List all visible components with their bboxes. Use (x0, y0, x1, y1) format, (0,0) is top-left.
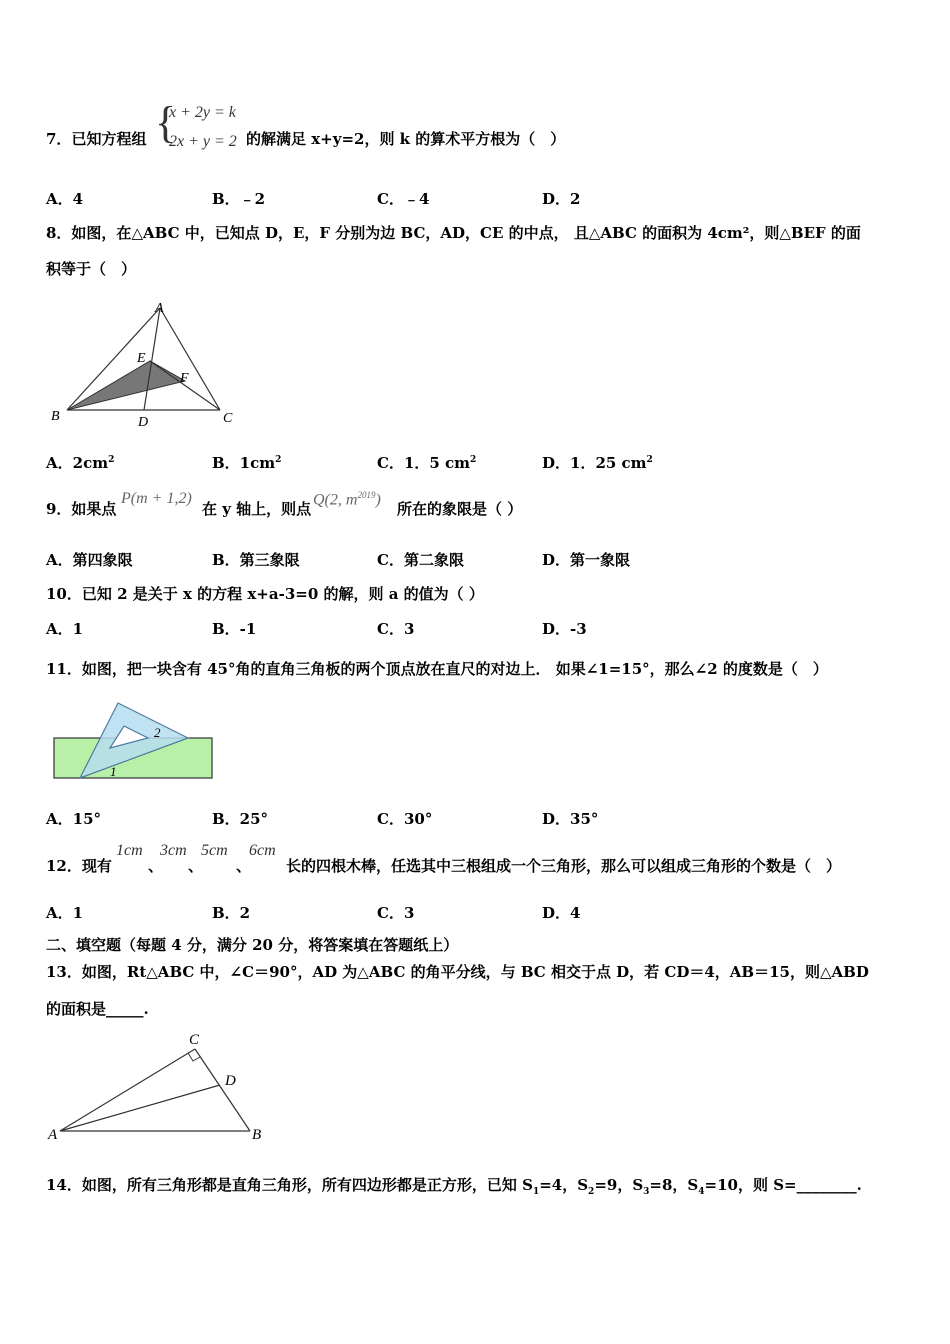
q12-length-3: 5cm (201, 842, 228, 859)
q14-text: 14．如图，所有三角形都是直角三角形，所有四边形都是正方形，已知 $S_1=4$，$S_2=9$，$S_3=8$，$S_4=10$，则 S=________. (46, 1176, 862, 1197)
q8-option-d[interactable]: D．1．25 $cm^2$ (542, 454, 653, 472)
q10-option-a[interactable]: A．1 (46, 620, 84, 638)
q11-ruler-figure (50, 698, 220, 784)
q7-equation-2: 2x + y = 2 (169, 133, 237, 150)
q7-option-a[interactable]: A．4 (46, 190, 84, 208)
q8-option-c[interactable]: C．1．5 $cm^2$ (377, 454, 477, 472)
q8-triangle-figure (48, 298, 238, 432)
q9-point-p: P(m + 1,2) (121, 490, 192, 507)
label-a: A (155, 301, 164, 316)
section-2-heading: 二、填空题（每题 4 分，满分 20 分，将答案填在答题纸上） (46, 936, 459, 954)
q7-text: 的解满足 x+y=2，则 k 的算术平方根为（ ） (246, 130, 566, 148)
q13-triangle-figure (44, 1028, 274, 1146)
q10-option-c[interactable]: C．3 (377, 620, 415, 638)
q12-length-4: 6cm (249, 842, 276, 859)
q7-prefix: 已知方程组 (71, 130, 147, 148)
q12-sep: 、 (236, 857, 252, 875)
q11-text: 11．如图，把一块含有 45°角的直角三角板的两个顶点放在直尺的对边上． 如果∠1=15°，那么∠2 的度数是（ ） (46, 660, 828, 678)
q7-option-d[interactable]: D．2 (542, 190, 581, 208)
q12-option-b[interactable]: B．2 (212, 904, 251, 922)
q7-number: 7．已知方程组 (46, 130, 147, 148)
q10-option-b[interactable]: B．-1 (212, 620, 257, 638)
q9-option-d[interactable]: D．第一象限 (542, 551, 631, 569)
angle-1-label: 1 (110, 764, 117, 779)
q7-option-b[interactable]: B．﹣2 (212, 190, 266, 208)
q9-middle: 在 y 轴上，则点 (202, 500, 312, 518)
q11-option-c[interactable]: C．30° (377, 810, 433, 828)
system-brace: { (155, 98, 177, 147)
label-b: B (252, 1127, 262, 1143)
q12-length-1: 1cm (116, 842, 143, 859)
q8-option-b[interactable]: B．$1cm^2$ (212, 454, 282, 472)
label-c: C (189, 1032, 200, 1048)
label-f: F (180, 371, 189, 386)
q10-text: 10．已知 2 是关于 x 的方程 x+a-3=0 的解，则 a 的值为（ ） (46, 585, 484, 603)
q12-prefix: 12．现有 (46, 857, 112, 875)
q8-text-line2: 积等于（ ） (46, 260, 137, 278)
label-e: E (137, 351, 146, 366)
q8-option-a[interactable]: A．$2cm^2$ (46, 454, 115, 472)
q8-text-line1: 8．如图，在△ABC 中，已知点 D，E，F 分别为边 BC，AD，CE 的中点， 且△ABC 的面积为 4cm²，则△BEF 的面 (46, 224, 861, 242)
label-b: B (51, 409, 60, 424)
q12-text: 长的四根木棒，任选其中三根组成一个三角形，那么可以组成三角形的个数是（ ） (286, 857, 842, 875)
q9-point-q: Q(2, $m^{2019}$) (313, 490, 381, 509)
q11-option-a[interactable]: A．15° (46, 810, 102, 828)
q9-text: 所在的象限是（ ） (397, 500, 523, 518)
q12-option-a[interactable]: A．1 (46, 904, 84, 922)
q9-prefix: 9．如果点 (46, 500, 117, 518)
q12-sep: 、 (188, 857, 204, 875)
q7-equation-1: x + 2y = k (169, 104, 236, 121)
label-c: C (223, 411, 233, 426)
q9-option-c[interactable]: C．第二象限 (377, 551, 464, 569)
q13-text-line1: 13．如图，Rt△ABC 中，∠C＝90°，AD 为△ABC 的角平分线，与 BC 相交于点 D，若 CD＝4，AB＝15，则△ABD (46, 963, 869, 981)
angle-2-label: 2 (154, 725, 161, 740)
q7-option-c[interactable]: C．﹣4 (377, 190, 430, 208)
q12-sep: 、 (148, 857, 164, 875)
q11-option-d[interactable]: D．35° (542, 810, 599, 828)
q9-option-b[interactable]: B．第三象限 (212, 551, 300, 569)
label-d: D (138, 415, 149, 430)
q9-option-a[interactable]: A．第四象限 (46, 551, 133, 569)
q13-text-line2: 的面积是_____. (46, 1000, 149, 1018)
q11-option-b[interactable]: B．25° (212, 810, 269, 828)
shaded-triangle-bef (67, 361, 185, 410)
label-d: D (225, 1073, 236, 1089)
q12-option-c[interactable]: C．3 (377, 904, 415, 922)
q10-option-d[interactable]: D．-3 (542, 620, 587, 638)
label-a: A (48, 1127, 58, 1143)
q12-length-2: 3cm (160, 842, 187, 859)
q12-option-d[interactable]: D．4 (542, 904, 581, 922)
